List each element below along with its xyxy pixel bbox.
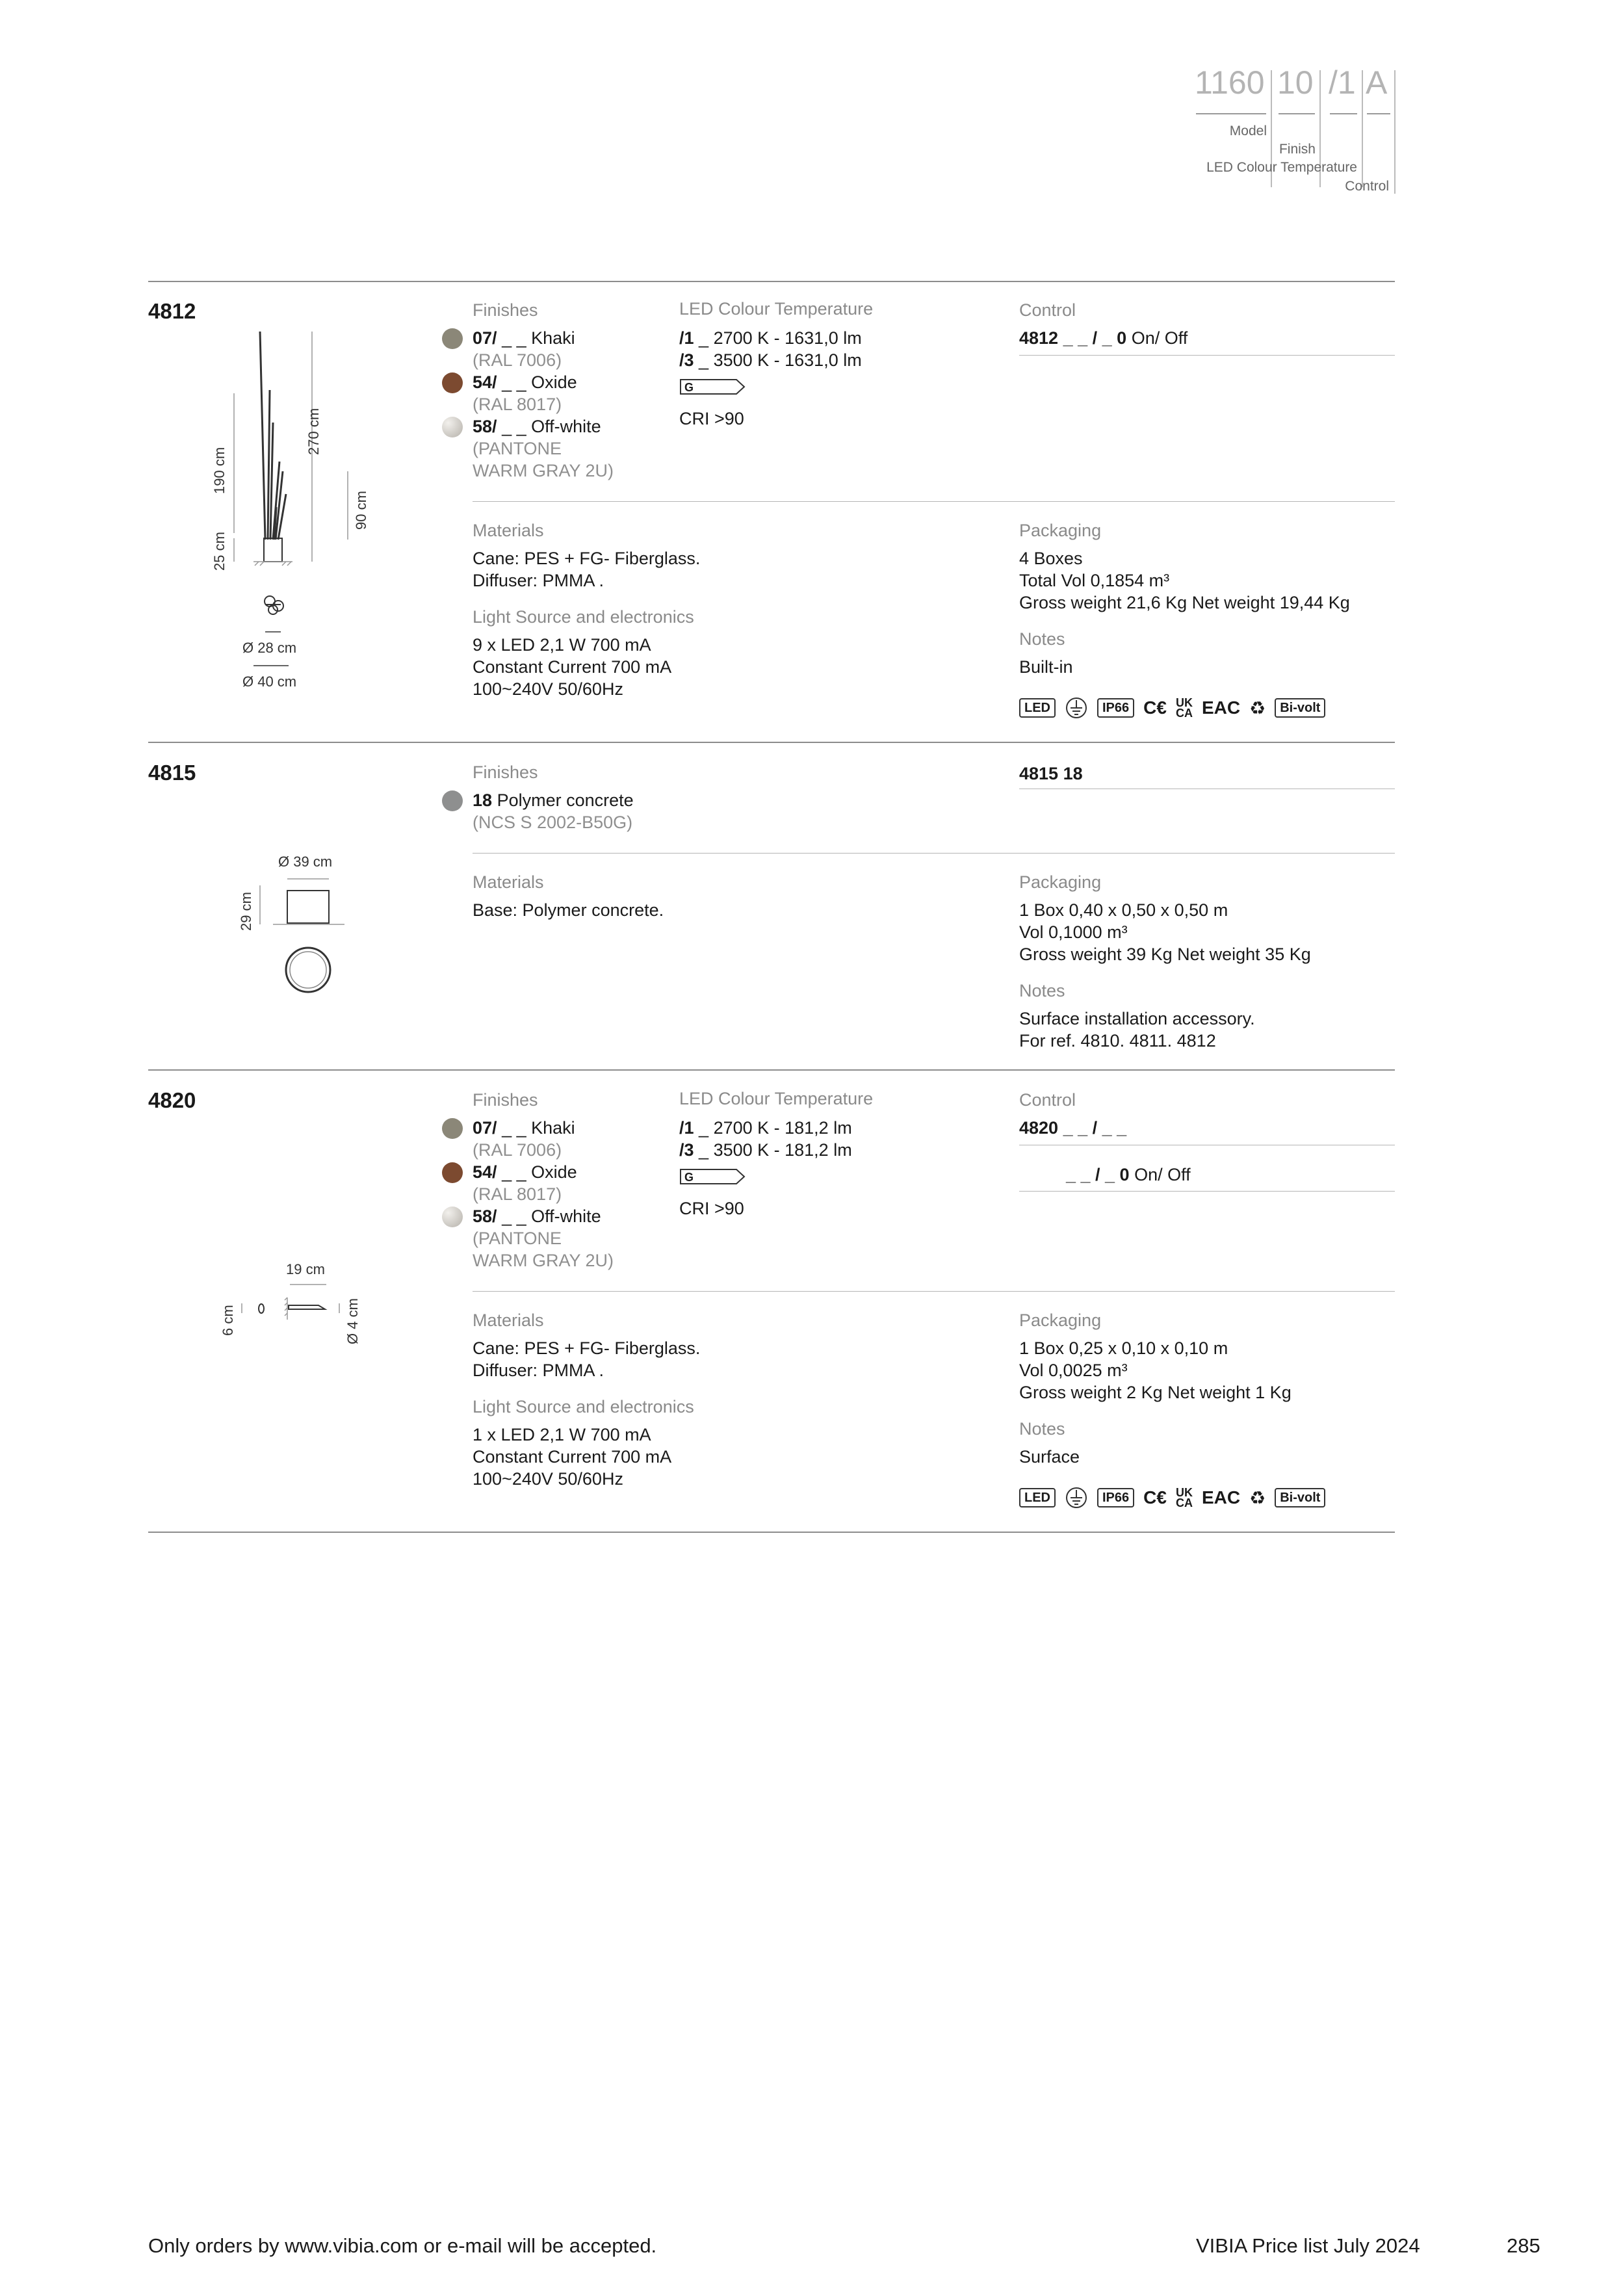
packaging-line: Vol 0,0025 m³ bbox=[1019, 1361, 1128, 1380]
model-number: 4820 bbox=[148, 1088, 196, 1112]
light-line: 100~240V 50/60Hz bbox=[473, 679, 623, 699]
code-label-model: Model bbox=[1229, 124, 1267, 138]
energy-class: G bbox=[684, 1171, 694, 1184]
materials-line: Cane: PES + FG- Fiberglass. bbox=[473, 1338, 701, 1358]
dim-height-29: 29 cm bbox=[238, 892, 254, 931]
finish-code: 58/ bbox=[473, 417, 497, 436]
finish-swatch-khaki bbox=[442, 328, 463, 349]
finish-name: _ _ Off-white bbox=[502, 417, 601, 436]
code-finish: 10 bbox=[1277, 64, 1314, 101]
finishes-label: Finishes bbox=[473, 763, 538, 782]
finish-name: _ _ Khaki bbox=[502, 1118, 575, 1138]
finish-ref-2: WARM GRAY 2U) bbox=[473, 1251, 614, 1270]
packaging-line: 1 Box 0,40 x 0,50 x 0,50 m bbox=[1019, 900, 1228, 920]
led-label: LED Colour Temperature bbox=[679, 1089, 874, 1108]
product-drawing-4815 bbox=[247, 865, 364, 1008]
code-label-control: Control bbox=[1345, 179, 1389, 194]
light-line: 100~240V 50/60Hz bbox=[473, 1469, 623, 1489]
led-badge: LED bbox=[1019, 698, 1056, 718]
energy-class: G bbox=[684, 381, 694, 394]
finish-swatch-offwhite bbox=[442, 1207, 463, 1227]
led-code: /1 bbox=[679, 1118, 694, 1138]
materials-line: Diffuser: PMMA . bbox=[473, 571, 604, 590]
packaging-line: Vol 0,1000 m³ bbox=[1019, 922, 1128, 942]
finish-name: _ _ Off-white bbox=[502, 1207, 601, 1226]
finish-ref: (RAL 8017) bbox=[473, 1184, 562, 1204]
finish-code: 07/ bbox=[473, 1118, 497, 1138]
recycle-icon: ♻ bbox=[1249, 698, 1266, 718]
footer-note: Only orders by www.vibia.com or e-mail will be accepted. bbox=[148, 2234, 657, 2257]
control-label: Control bbox=[1019, 1090, 1076, 1110]
finish-name: _ _ Oxide bbox=[502, 372, 577, 392]
ground-icon bbox=[1065, 696, 1088, 720]
dim-height-90: 90 cm bbox=[353, 491, 369, 530]
finishes-label: Finishes bbox=[473, 300, 538, 320]
eac-mark-icon: EAC bbox=[1201, 698, 1241, 718]
led-value: _ 2700 K - 181,2 lm bbox=[699, 1118, 852, 1138]
control-suffix: _ _ / _ 0 bbox=[1063, 328, 1127, 348]
materials-label: Materials bbox=[473, 872, 544, 892]
dim-height-6: 6 cm bbox=[220, 1305, 236, 1336]
finishes-label: Finishes bbox=[473, 1090, 538, 1110]
packaging-label: Packaging bbox=[1019, 872, 1102, 892]
materials-label: Materials bbox=[473, 521, 544, 540]
notes-label: Notes bbox=[1019, 629, 1065, 649]
led-value: _ 3500 K - 1631,0 lm bbox=[699, 350, 862, 370]
finish-swatch-offwhite bbox=[442, 417, 463, 437]
control-text: On/ Off bbox=[1134, 1165, 1191, 1184]
light-line: 9 x LED 2,1 W 700 mA bbox=[473, 635, 651, 655]
packaging-line: 1 Box 0,25 x 0,10 x 0,10 m bbox=[1019, 1338, 1228, 1358]
code-model: 1160 bbox=[1195, 64, 1265, 101]
finish-swatch-oxide bbox=[442, 372, 463, 393]
dim-width-19: 19 cm bbox=[286, 1261, 325, 1277]
recycle-icon: ♻ bbox=[1249, 1487, 1266, 1508]
finish-code: 54/ bbox=[473, 1162, 497, 1182]
led-value: _ 2700 K - 1631,0 lm bbox=[699, 328, 862, 348]
certifications bbox=[1019, 1485, 1325, 1511]
finish-name: _ _ Oxide bbox=[502, 1162, 577, 1182]
finish-code: 18 bbox=[473, 790, 493, 810]
dim-height-25: 25 cm bbox=[211, 532, 227, 571]
led-code: /3 bbox=[679, 350, 694, 370]
packaging-line: 4 Boxes bbox=[1019, 549, 1083, 568]
control-suffix: _ _ / _ 0 bbox=[1066, 1165, 1130, 1184]
section-divider bbox=[148, 742, 1395, 743]
packaging-line: Gross weight 21,6 Kg Net weight 19,44 Kg bbox=[1019, 593, 1350, 612]
finish-ref: (PANTONE bbox=[473, 439, 562, 458]
ground-icon bbox=[1065, 1486, 1088, 1509]
finish-code: 54/ bbox=[473, 372, 497, 392]
section-divider bbox=[148, 1532, 1395, 1533]
ukca-mark-icon: UK CA bbox=[1175, 1486, 1193, 1509]
led-label: LED Colour Temperature bbox=[679, 299, 874, 319]
led-value: _ 3500 K - 181,2 lm bbox=[699, 1140, 852, 1160]
finish-ref-2: WARM GRAY 2U) bbox=[473, 461, 614, 480]
materials-line: Base: Polymer concrete. bbox=[473, 900, 664, 920]
packaging-line: Gross weight 39 Kg Net weight 35 Kg bbox=[1019, 945, 1311, 964]
dim-diameter-39: Ø 39 cm bbox=[278, 854, 333, 870]
packaging-line: Gross weight 2 Kg Net weight 1 Kg bbox=[1019, 1383, 1292, 1402]
control-label: Control bbox=[1019, 300, 1076, 320]
section-divider bbox=[148, 1069, 1395, 1071]
notes-line: Surface installation accessory. bbox=[1019, 1009, 1255, 1028]
dim-diameter-28: Ø 28 cm bbox=[242, 640, 297, 656]
led-code: /3 bbox=[679, 1140, 694, 1160]
finish-ref: (RAL 7006) bbox=[473, 1140, 562, 1160]
notes-label: Notes bbox=[1019, 981, 1065, 1000]
dim-height-270: 270 cm bbox=[305, 408, 322, 455]
finish-swatch-polymer bbox=[442, 790, 463, 811]
ce-mark-icon: C€ bbox=[1143, 1487, 1167, 1507]
control-code: 4812 bbox=[1019, 328, 1059, 348]
cri-value: CRI >90 bbox=[679, 409, 744, 428]
section-divider bbox=[148, 281, 1395, 282]
code-label-led: LED Colour Temperature bbox=[1206, 160, 1357, 175]
cri-value: CRI >90 bbox=[679, 1199, 744, 1218]
footer-brand: VIBIA Price list July 2024 bbox=[1196, 2234, 1420, 2257]
finish-name: Polymer concrete bbox=[497, 790, 634, 810]
materials-line: Diffuser: PMMA . bbox=[473, 1361, 604, 1380]
model-number: 4815 bbox=[148, 761, 196, 785]
finish-swatch-oxide bbox=[442, 1162, 463, 1183]
dim-diameter-4: Ø 4 cm bbox=[344, 1298, 361, 1344]
control-text: On/ Off bbox=[1131, 328, 1188, 348]
notes-line: For ref. 4810. 4811. 4812 bbox=[1019, 1031, 1216, 1050]
led-badge: LED bbox=[1019, 1488, 1056, 1507]
finish-swatch-khaki bbox=[442, 1118, 463, 1139]
code-label-finish: Finish bbox=[1279, 142, 1316, 157]
ip66-badge: IP66 bbox=[1097, 698, 1134, 718]
model-number: 4812 bbox=[148, 299, 196, 323]
led-code: /1 bbox=[679, 328, 694, 348]
control-code: 4820 bbox=[1019, 1118, 1059, 1138]
certifications bbox=[1019, 695, 1325, 721]
code-control: A bbox=[1366, 64, 1388, 101]
packaging-line: Total Vol 0,1854 m³ bbox=[1019, 571, 1170, 590]
ce-mark-icon: C€ bbox=[1143, 698, 1167, 718]
notes-line: Surface bbox=[1019, 1447, 1080, 1467]
dim-height-190: 190 cm bbox=[211, 447, 227, 494]
ip66-badge: IP66 bbox=[1097, 1488, 1134, 1507]
finish-ref: (PANTONE bbox=[473, 1229, 562, 1248]
control-suffix: _ _ / _ _ bbox=[1063, 1118, 1127, 1138]
finish-ref: (RAL 7006) bbox=[473, 350, 562, 370]
dim-diameter-40: Ø 40 cm bbox=[242, 673, 297, 690]
packaging-label: Packaging bbox=[1019, 521, 1102, 540]
finish-ref: (NCS S 2002-B50G) bbox=[473, 813, 633, 832]
notes-line: Built-in bbox=[1019, 657, 1073, 677]
energy-class-badge bbox=[679, 378, 747, 397]
eac-mark-icon: EAC bbox=[1201, 1487, 1241, 1507]
energy-class-badge bbox=[679, 1168, 747, 1186]
light-source-label: Light Source and electronics bbox=[473, 607, 694, 627]
bivolt-badge: Bi-volt bbox=[1275, 698, 1325, 718]
code-led: /1 bbox=[1329, 64, 1356, 101]
light-line: 1 x LED 2,1 W 700 mA bbox=[473, 1425, 651, 1444]
packaging-label: Packaging bbox=[1019, 1311, 1102, 1330]
finish-code: 07/ bbox=[473, 328, 497, 348]
light-line: Constant Current 700 mA bbox=[473, 1447, 672, 1467]
finish-ref: (RAL 8017) bbox=[473, 395, 562, 414]
ukca-mark-icon: UK CA bbox=[1175, 696, 1193, 720]
finish-name: _ _ Khaki bbox=[502, 328, 575, 348]
light-source-label: Light Source and electronics bbox=[473, 1397, 694, 1416]
materials-label: Materials bbox=[473, 1311, 544, 1330]
notes-label: Notes bbox=[1019, 1419, 1065, 1439]
finish-code: 58/ bbox=[473, 1207, 497, 1226]
materials-line: Cane: PES + FG- Fiberglass. bbox=[473, 549, 701, 568]
bivolt-badge: Bi-volt bbox=[1275, 1488, 1325, 1507]
light-line: Constant Current 700 mA bbox=[473, 657, 672, 677]
reference-code: 4815 18 bbox=[1019, 764, 1083, 783]
page-number: 285 bbox=[1507, 2234, 1540, 2257]
